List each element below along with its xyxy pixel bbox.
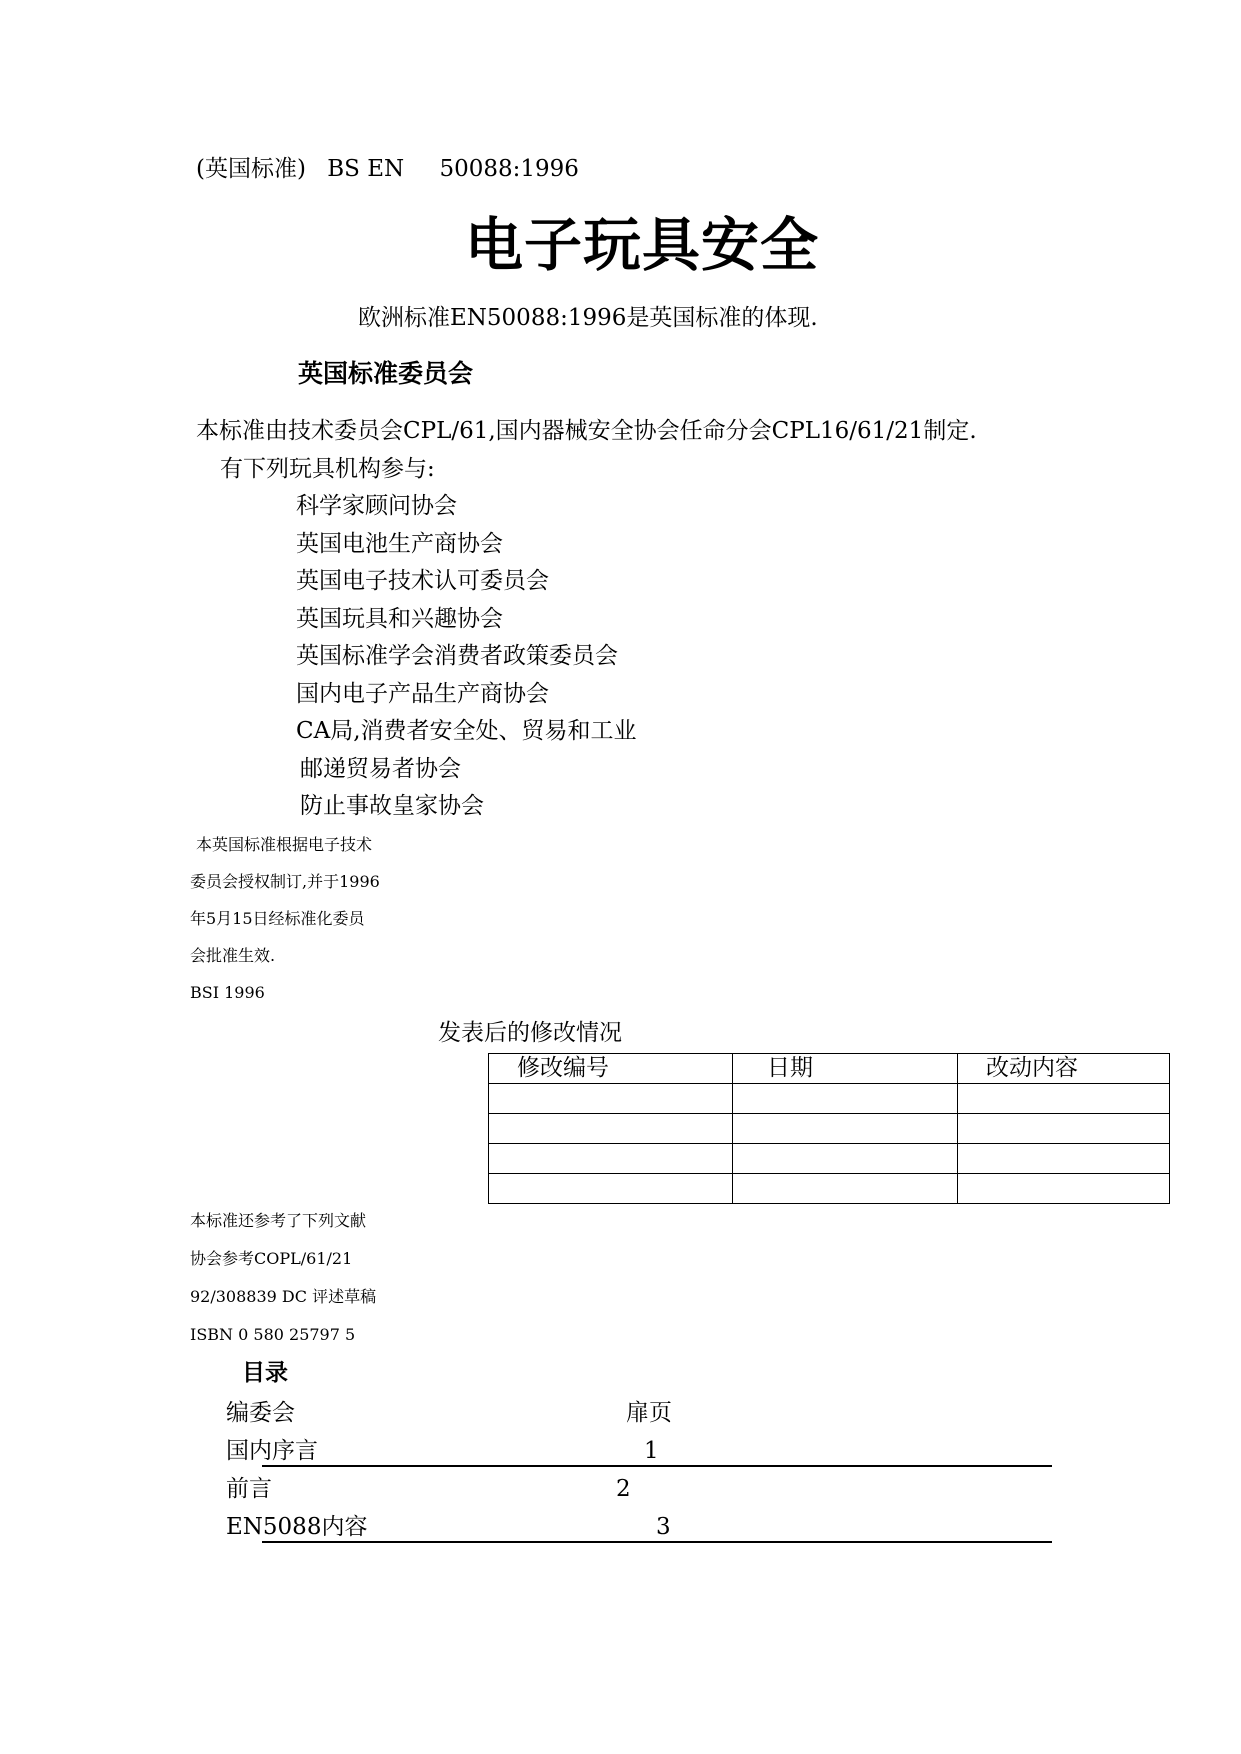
toc-heading: 目录 (242, 1359, 288, 1386)
toc-item-label: 编委会 (226, 1400, 295, 1426)
toc-item-label: 前言 (226, 1476, 272, 1502)
reference-line: 92/308839 DC 评述草稿 (190, 1287, 377, 1306)
toc-item-label: 国内序言 (226, 1438, 318, 1464)
table-cell (958, 1174, 1170, 1204)
approval-note-line: 会批准生效. (190, 946, 276, 965)
table-cell (733, 1084, 958, 1114)
toc-item-page: 3 (656, 1514, 671, 1540)
intro-text: 本标准由技术委员会CPL/61,国内器械安全协会任命分会CPL16/61/21制定. (196, 418, 977, 444)
table-row (489, 1084, 1170, 1114)
column-header: 改动内容 (958, 1054, 1170, 1084)
toc-item-page: 扉页 (626, 1400, 672, 1426)
header-code: BS EN (327, 156, 405, 182)
toc-item-page: 2 (616, 1476, 631, 1502)
table-row (489, 1114, 1170, 1144)
table-cell (489, 1114, 733, 1144)
amendments-heading: 发表后的修改情况 (438, 1020, 622, 1046)
participant-item: 英国电池生产商协会 (296, 531, 503, 557)
header-prefix: (英国标准) (196, 156, 306, 182)
table-cell (733, 1114, 958, 1144)
table-cell (489, 1084, 733, 1114)
document-title: 电子玩具安全 (465, 211, 820, 279)
approval-note-line: 年5月15日经标准化委员 (190, 909, 365, 928)
participant-item: 科学家顾问协会 (296, 493, 457, 519)
table-cell (958, 1084, 1170, 1114)
toc-divider (262, 1541, 1052, 1543)
committee-heading: 英国标准委员会 (298, 359, 474, 388)
table-cell (489, 1174, 733, 1204)
document-subtitle: 欧洲标准EN50088:1996是英国标准的体现. (358, 305, 818, 331)
column-header: 修改编号 (489, 1054, 733, 1084)
reference-line: ISBN 0 580 25797 5 (190, 1325, 356, 1344)
toc-divider (262, 1465, 1052, 1467)
participants-heading: 有下列玩具机构参与: (220, 456, 435, 482)
standard-header (196, 156, 579, 182)
participant-item: 英国玩具和兴趣协会 (296, 606, 503, 632)
toc-item-page: 1 (644, 1438, 659, 1464)
amendments-table (488, 1053, 1170, 1204)
table-cell (958, 1114, 1170, 1144)
header-number: 50088:1996 (439, 156, 579, 182)
participant-item: 英国标准学会消费者政策委员会 (296, 643, 618, 669)
participant-item: 英国电子技术认可委员会 (296, 568, 549, 594)
participant-item: 邮递贸易者协会 (300, 756, 461, 782)
reference-line: 本标准还参考了下列文献 (190, 1211, 367, 1230)
participant-item: 国内电子产品生产商协会 (296, 681, 549, 707)
table-row (489, 1144, 1170, 1174)
participant-item: 防止事故皇家协会 (300, 793, 484, 819)
toc-item-label: EN5088内容 (226, 1514, 368, 1540)
table-row (489, 1174, 1170, 1204)
table-cell (958, 1144, 1170, 1174)
table-cell (733, 1174, 958, 1204)
approval-note-line: BSI 1996 (190, 983, 265, 1002)
approval-note-line: 本英国标准根据电子技术 (196, 835, 373, 854)
table-cell (733, 1144, 958, 1174)
table-cell (489, 1144, 733, 1174)
column-header: 日期 (733, 1054, 958, 1084)
approval-note-line: 委员会授权制订,并于1996 (190, 872, 380, 891)
reference-line: 协会参考COPL/61/21 (190, 1249, 353, 1268)
table-header-row (489, 1054, 1170, 1084)
participant-item: CA局,消费者安全处、贸易和工业 (296, 718, 637, 744)
